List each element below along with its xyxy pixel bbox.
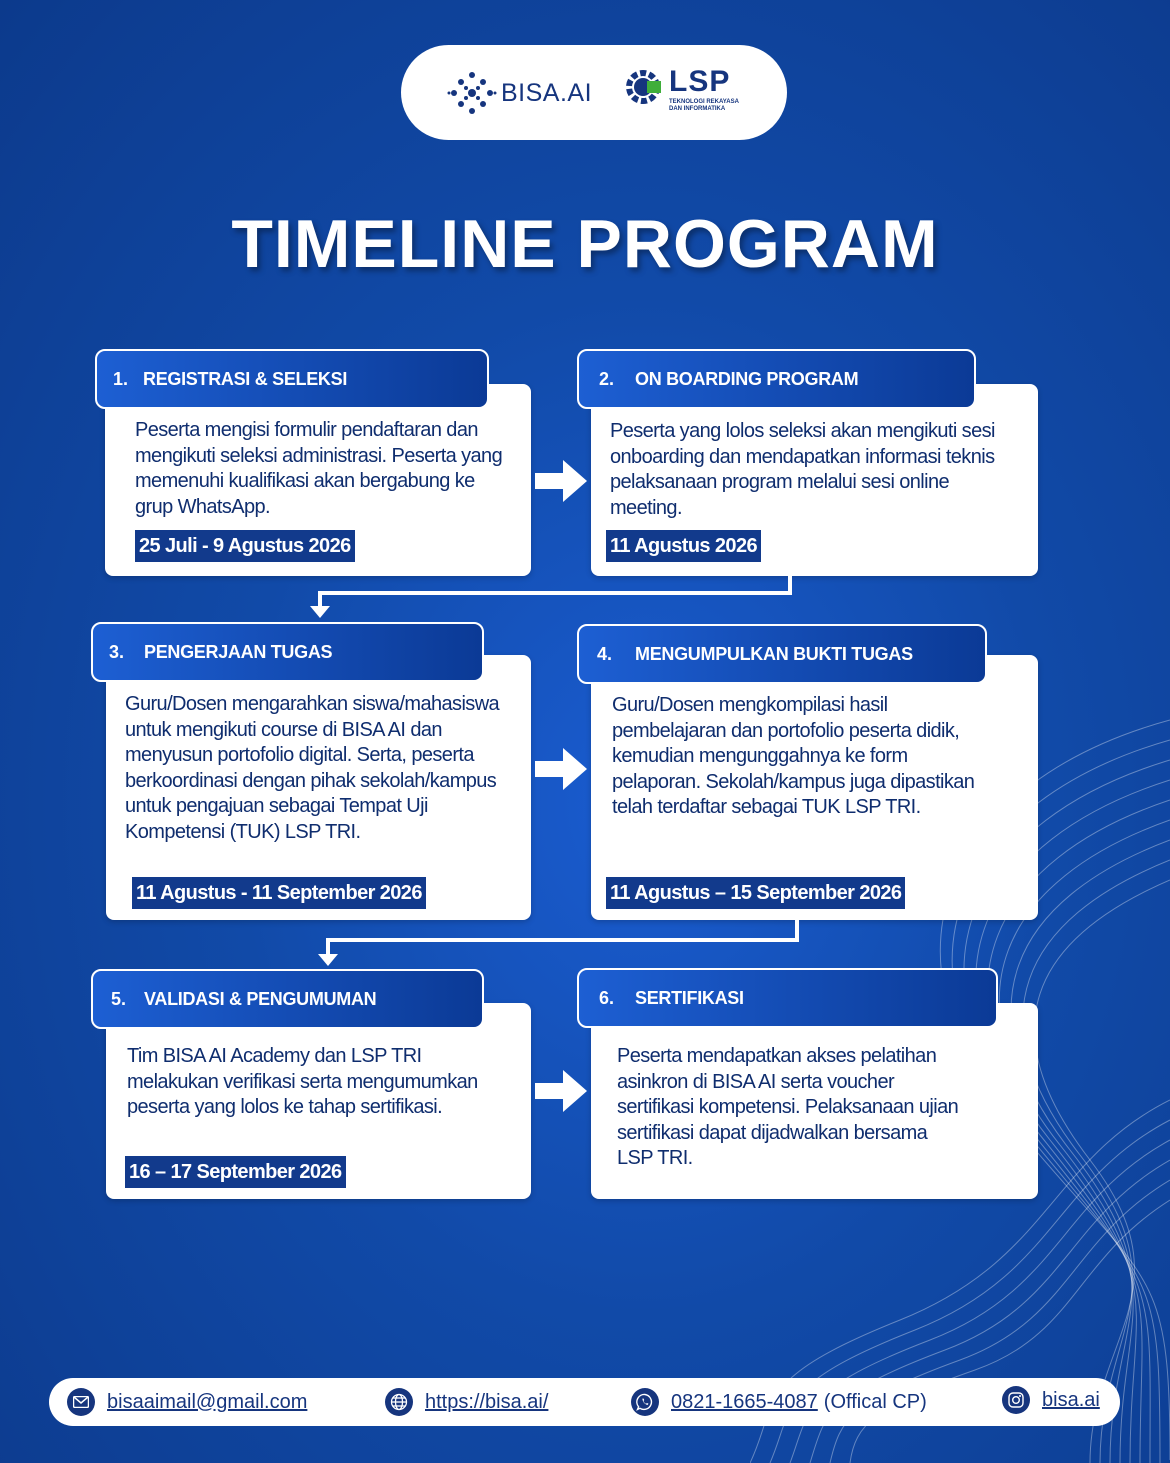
- lsp-logo-subtitle: TEKNOLOGI REKAYASA DAN INFORMATIKA: [669, 99, 739, 112]
- step-4-header: [577, 624, 987, 684]
- step-5-number: 5.: [111, 988, 127, 1009]
- step-2-date: 11 Agustus 2026: [606, 530, 761, 562]
- lsp-logo: [623, 67, 739, 113]
- step-card-3: [106, 655, 531, 920]
- step-card-4: [591, 655, 1038, 920]
- step-2-number: 2.: [599, 368, 615, 389]
- step-5-description: Tim BISA AI Academy dan LSP TRI melakukan verifikasi serta mengumumkan peserta yang lolos ke tahap sertifikasi.: [127, 1045, 478, 1118]
- arrow-right-icon: [533, 744, 589, 794]
- contact-bar: [49, 1378, 1120, 1426]
- arrow-right-icon: [533, 456, 589, 506]
- contact-email[interactable]: [67, 1388, 307, 1416]
- step-2-title: ON BOARDING PROGRAM: [635, 368, 859, 389]
- mail-icon: [67, 1388, 95, 1416]
- step-3-number: 3.: [109, 641, 125, 662]
- step-card-5: [106, 1003, 531, 1199]
- contact-website-text[interactable]: https://bisa.ai/: [425, 1390, 549, 1413]
- step-3-date: 11 Agustus - 11 September 2026: [132, 877, 426, 909]
- step-5-title: VALIDASI & PENGUMUMAN: [144, 988, 377, 1009]
- bisa-ai-logo-icon: [447, 69, 497, 117]
- contact-email-text[interactable]: bisaaimail@gmail.com: [107, 1390, 308, 1413]
- instagram-icon: [1002, 1386, 1030, 1414]
- globe-icon: [385, 1388, 413, 1416]
- contact-instagram[interactable]: [1002, 1386, 1100, 1414]
- step-3-header: [91, 622, 484, 682]
- step-6-title: SERTIFIKASI: [635, 987, 744, 1008]
- contact-website[interactable]: [385, 1388, 548, 1416]
- page-title: TIMELINE PROGRAM: [231, 206, 939, 282]
- step-1-header: [95, 349, 489, 409]
- lsp-gear-icon: [623, 67, 665, 107]
- contact-phone[interactable]: [631, 1388, 927, 1416]
- step-card-1: [105, 384, 531, 576]
- step-1-number: 1.: [113, 368, 129, 389]
- lsp-logo-text: LSP: [669, 65, 731, 98]
- contact-instagram-text[interactable]: bisa.ai: [1042, 1388, 1100, 1411]
- step-4-number: 4.: [597, 643, 613, 664]
- step-4-date: 11 Agustus – 15 September 2026: [606, 877, 905, 909]
- step-4-title: MENGUMPULKAN BUKTI TUGAS: [635, 643, 913, 664]
- connector-arrow-2-3: [305, 576, 795, 621]
- step-card-6: [591, 1003, 1038, 1199]
- step-6-number: 6.: [599, 987, 615, 1008]
- step-2-description: Peserta yang lolos seleksi akan mengikuti sesi onboarding dan mendapatkan informasi teknis pelaksanaan program melalui sesi online meeting.: [610, 420, 995, 519]
- connector-arrow-4-5: [313, 920, 803, 968]
- contact-phone-text[interactable]: 0821-1665-4087: [671, 1390, 818, 1413]
- arrow-right-icon: [533, 1066, 589, 1116]
- logo-header: [401, 45, 787, 140]
- step-1-title: REGISTRASI & SELEKSI: [143, 368, 348, 389]
- contact-phone-note: (Offical CP): [823, 1390, 927, 1413]
- step-5-header: [91, 969, 484, 1029]
- bisa-ai-logo: [447, 69, 592, 117]
- step-1-date: 25 Juli - 9 Agustus 2026: [135, 530, 355, 562]
- step-6-header: [577, 968, 998, 1028]
- step-4-description: Guru/Dosen mengkompilasi hasil pembelajaran dan portofolio peserta didik, kemudian mengunggahnya ke form pelaporan. Sekolah/kampus juga dipastikan telah terdaftar sebagai TUK LSP TRI.: [612, 694, 975, 818]
- whatsapp-icon: [631, 1388, 659, 1416]
- step-3-description: Guru/Dosen mengarahkan siswa/mahasiswa untuk mengikuti course di BISA AI dan menyusun portofolio digital. Serta, peserta berkoordinasi dengan pihak sekolah/kampus untuk pengajuan sebagai Tempat Uji Kompetensi (TUK) LSP TRI.: [125, 693, 500, 843]
- step-2-header: [577, 349, 976, 409]
- bisa-ai-logo-text: BISA.AI: [501, 78, 593, 107]
- step-1-description: Peserta mengisi formulir pendaftaran dan mengikuti seleksi administrasi. Peserta yang memenuhi kualifikasi akan bergabung ke grup WhatsApp.: [135, 419, 503, 518]
- step-5-date: 16 – 17 September 2026: [125, 1156, 346, 1188]
- step-card-2: [591, 384, 1038, 576]
- step-6-description: Peserta mendapatkan akses pelatihan asinkron di BISA AI serta voucher sertifikasi kompetensi. Pelaksanaan ujian sertifikasi dapat dijadwalkan bersama LSP TRI.: [617, 1045, 959, 1169]
- step-3-title: PENGERJAAN TUGAS: [144, 641, 333, 662]
